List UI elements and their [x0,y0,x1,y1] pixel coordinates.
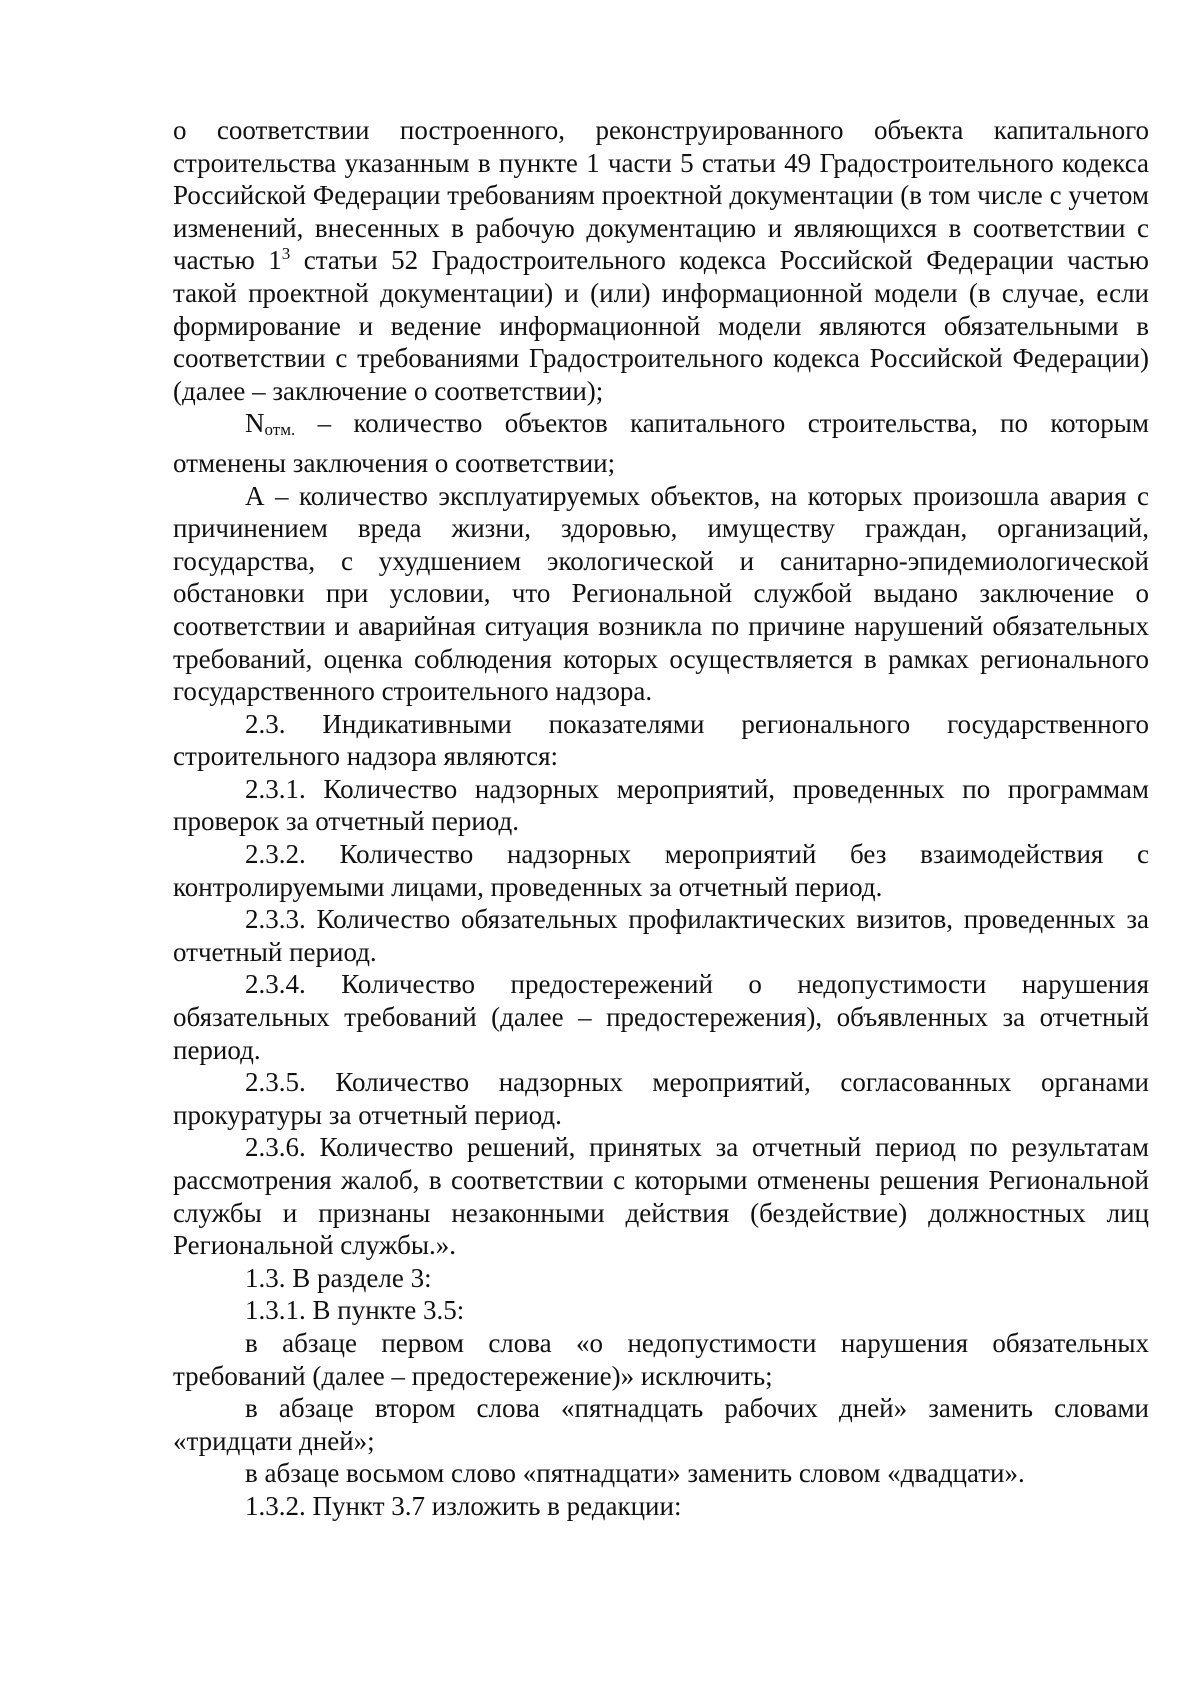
paragraph-a-definition: А – количество эксплуатируемых объектов, на которых произошла авария с причинением вреда жизни, здоровью, имуществу граждан, организаций, государства, с ухудшением экологической и санитарно-эпидемиологической обстановки при условии, что Региональной службой выдано заключение о соответствии и аварийная ситуация возникла по причине нарушений обязательных требований, оценка соблюдения которых осуществляется в рамках регионального государственного строительного надзора. [173,480,1149,707]
paragraph-1-3: 1.3. В разделе 3: [245,1262,432,1293]
paragraph-2-3-5: 2.3.5. Количество надзорных мероприятий, согласованных органами прокуратуры за отчетный период. [173,1067,1149,1130]
paragraph-text: – количество объектов капитального строительства, по которым отменены заключения о соответствии; [173,408,1149,478]
paragraph-2-3-4: 2.3.4. Количество предостережений о недопустимости нарушения обязательных требований (далее – предостережения), объявленных за отчетный период. [173,969,1149,1065]
paragraph-text: о соответствии построенного, реконструированного объекта капитального строительства указанным в пункте 1 части 5 статьи 49 Градостроительного кодекса Российской Федерации требованиям проектной документации (в том числе с учетом изменений, внесенных в рабочую документацию и являющихся в соответствии с частью 1 [173,115,1149,276]
superscript-3: 3 [281,244,291,264]
paragraph-amend-second: в абзаце втором слова «пятнадцать рабочих дней» заменить словами «тридцати дней»; [173,1393,1149,1456]
paragraph-1-3-2: 1.3.2. Пункт 3.7 изложить в редакции: [245,1490,682,1521]
document-body [173,114,1149,1523]
paragraph-amend-first: в абзаце первом слова «о недопустимости нарушения обязательных требований (далее – предостережение)» исключить; [173,1327,1149,1391]
subscript-otm: отм. [264,420,296,440]
paragraph-2-3-6: 2.3.6. Количество решений, принятых за отчетный период по результатам рассмотрения жалоб, в соответствии с которыми отменены решения Региональной службы и признаны незаконными действия (бездействие) должностных лиц Региональной службы.». [173,1132,1149,1261]
paragraph-1-3-1: 1.3.1. В пункте 3.5: [245,1295,465,1326]
paragraph-conformity-definition [173,114,1149,407]
paragraph-2-3: 2.3. Индикативными показателями регионального государственного строительного надзора являются: [173,708,1149,772]
paragraph-amend-eighth: в абзаце восьмом слово «пятнадцати» заменить словом «двадцати». [245,1458,1025,1489]
paragraph-text-tail: статьи 52 Градостроительного кодекса Российской Федерации частью такой проектной документации) и (или) информационной модели (в случае, если формирование и ведение информационной модели являются обязательными в соответствии с требованиями Градостроительного кодекса Российской Федерации) (далее – заключение о соответствии); [173,245,1149,406]
paragraph-2-3-3: 2.3.3. Количество обязательных профилактических визитов, проведенных за отчетный период. [173,904,1149,967]
symbol-n: N [245,408,265,439]
paragraph-n-otm-definition [173,407,1149,479]
paragraph-2-3-2: 2.3.2. Количество надзорных мероприятий без взаимодействия с контролируемыми лицами, проведенных за отчетный период. [173,839,1149,902]
paragraph-2-3-1: 2.3.1. Количество надзорных мероприятий, проведенных по программам проверок за отчетный период. [173,773,1149,837]
